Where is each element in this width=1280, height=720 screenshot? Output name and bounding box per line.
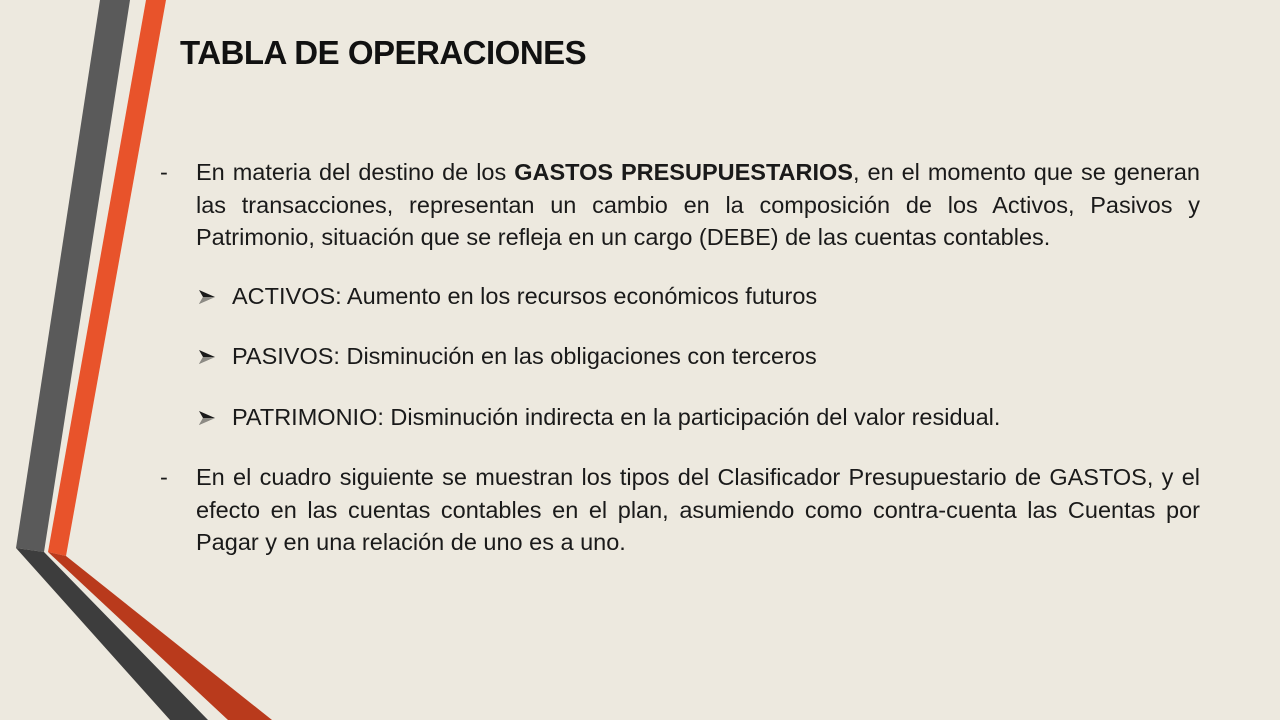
dash-marker: - (160, 464, 168, 490)
paragraph-gastos (150, 156, 1200, 254)
list-item (150, 340, 1200, 373)
paragraph-text-after: , en el momento que se generan las transacciones, representan un cambio en la composición de los Activos, Pasivos y Patrimonio, situación que se refleja en un cargo (DEBE) de las cuentas contables. (196, 159, 1200, 250)
list-item (150, 280, 1200, 313)
bullet-text: PASIVOS: Disminución en las obligaciones con terceros (232, 343, 817, 369)
page-title: TABLA DE OPERACIONES (180, 34, 587, 71)
list-item (150, 401, 1200, 434)
bullet-text: PATRIMONIO: Disminución indirecta en la participación del valor residual. (232, 403, 1001, 430)
paragraph-cuadro (150, 461, 1200, 559)
paragraph-text: En el cuadro siguiente se muestran los tipos del Clasificador Presupuestario de GASTOS, y el efecto en las cuentas contables en el plan, asumiendo como contra-cuenta las Cuentas por Pagar y en una relación de uno es a uno. (196, 464, 1200, 555)
paragraph-text-before: En materia del destino de los (196, 159, 515, 185)
paragraph-bold-term: GASTOS PRESUPUESTARIOS (514, 159, 853, 185)
arrowhead-bullet-icon (198, 289, 216, 305)
dark-stripe-bottom (16, 548, 208, 720)
slide-body (150, 156, 1200, 559)
dash-marker: - (160, 159, 168, 185)
bullet-list (150, 280, 1200, 434)
arrowhead-bullet-icon (198, 410, 216, 426)
arrowhead-bullet-icon (198, 349, 216, 365)
bullet-text: ACTIVOS: Aumento en los recursos económicos futuros (232, 282, 818, 309)
